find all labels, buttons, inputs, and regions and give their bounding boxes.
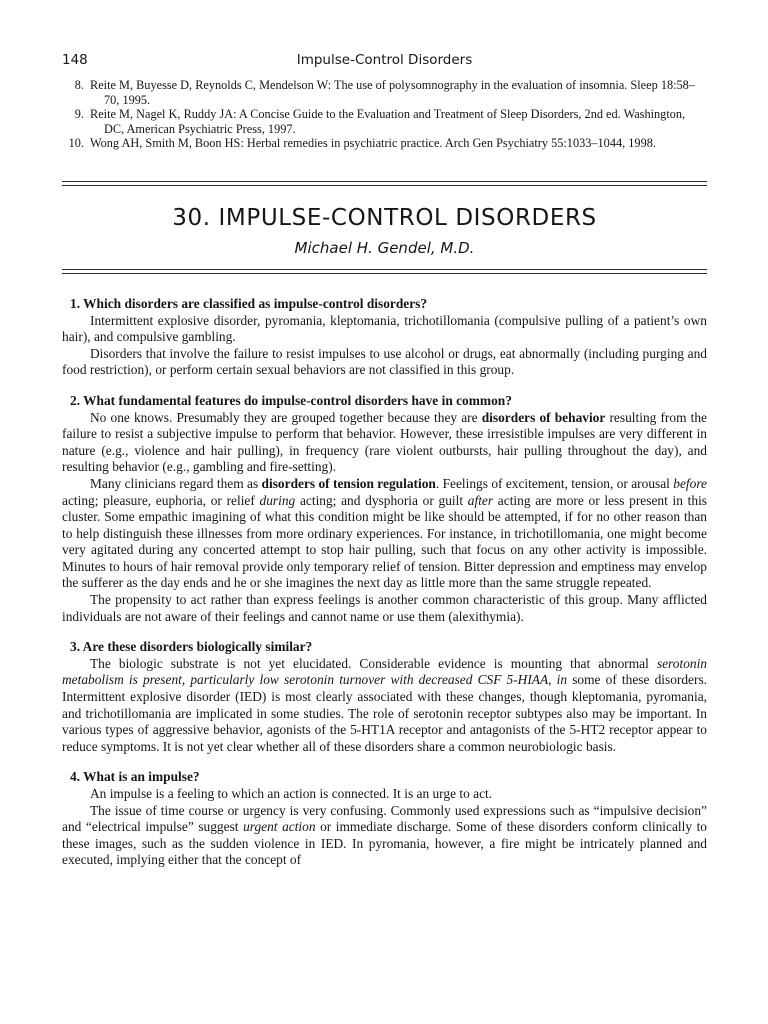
reference-text: Wong AH, Smith M, Boon HS: Herbal remedies in psychiatric practice. Arch Gen Psychiatry 55:1033–1044, 1998.: [90, 136, 656, 151]
reference-text: Reite M, Buyesse D, Reynolds C, Mendelson W: The use of polysomnography in the evaluation of insomnia. Sleep 18:58–70, 1995.: [90, 78, 695, 107]
answer-paragraph: Many clinicians regard them as disorders of tension regulation. Feelings of excitement, tension, or arousal before acting; pleasure, euphoria, or relief during acting; and dysphoria or guilt after acting are more or less present in this cluster. Some empathic imagining of what this condition might be like should be attempted, if for no other reason than to help distinguish these illnesses from more ordinary experiences. For instance, in trichotillomania, one might become very agitated during any concerted attempt to stop hair pulling, such that focus on any other activity is impossible. Minutes to hours of hair removal provide only temporary relief of tension. Bitter depression and emptiness may envelop the sufferer as the day ends and he or she imagines the next day as little more than the same struggle repeated.: [62, 475, 707, 591]
answer-paragraph: An impulse is a feeling to which an action is connected. It is an urge to act.: [90, 786, 493, 801]
reference-list: [62, 78, 707, 151]
question-heading: 2. What fundamental features do impulse-control disorders have in common?: [70, 392, 512, 408]
question-heading: 3. Are these disorders biologically similar?: [70, 639, 313, 655]
page-number: 148: [62, 52, 88, 68]
question-heading: 4. What is an impulse?: [70, 769, 200, 785]
reference-text: Reite M, Nagel K, Ruddy JA: A Concise Guide to the Evaluation and Treatment of Sleep Disorders, 2nd ed. Washington, DC, American Psychiatric Press, 1997.: [90, 107, 686, 136]
reference-number: 10.: [68, 136, 84, 151]
answer-paragraph: Intermittent explosive disorder, pyromania, kleptomania, trichotillomania (compulsive pulling of a patient’s own hair), and compulsive gambling.: [62, 312, 707, 345]
answer-paragraph: The biologic substrate is not yet elucidated. Considerable evidence is mounting that abnormal serotonin metabolism is present, particularly low serotonin turnover with decreased CSF 5-HIAA, in some of these disorders. Intermittent explosive disorder (IED) is most clearly associated with these changes, though kleptomania, pyromania, and trichotillomania are implicated in some studies. The role of serotonin receptor subtypes also may be important. In various types of aggressive behavior, agonists of the 5-HT1A receptor and antagonists of the 5-HT2 receptor appear to reduce symptoms. It is not yet clear whether all of these disorders share a common neurobiologic basis.: [62, 655, 708, 754]
answer-paragraph: Disorders that involve the failure to resist impulses to use alcohol or drugs, eat abnormally (including purging and food restriction), or perform certain sexual behaviors are not classified in this group.: [62, 345, 707, 378]
reference-item: [62, 136, 707, 151]
chapter-body: [62, 296, 707, 869]
reference-item: [62, 107, 707, 136]
reference-number: 9.: [74, 107, 84, 122]
chapter-author: Michael H. Gendel, M.D.: [294, 238, 475, 257]
answer-paragraph: The issue of time course or urgency is very confusing. Commonly used expressions such as “impulsive decision” and “electrical impulse” suggest urgent action or immediate discharge. Some of these disorders conform clinically to these images, such as the sudden violence in IED. In pyromania, however, a fire might be intricately planned and executed, implying either that the concept of: [62, 802, 707, 868]
question-heading: 1. Which disorders are classified as impulse-control disorders?: [70, 295, 428, 311]
document-page: [62, 50, 707, 869]
answer-paragraph: No one knows. Presumably they are grouped together because they are disorders of behavior resulting from the failure to resist a subjective impulse to perform that behavior. However, these irresistible impulses are very different in nature (e.g., violence and hair pulling), in frequency (rare violent outbursts, hair pulling throughout the day), and resulting behavior (e.g., gambling and fire-setting).: [62, 409, 708, 475]
answer-paragraph: The propensity to act rather than express feelings is another common characteristic of this group. Many afflicted individuals are not aware of their feelings and cannot name or use them (alexithymia).: [62, 592, 707, 624]
running-head: [62, 50, 707, 72]
chapter-title: 30. IMPULSE-CONTROL DISORDERS: [172, 204, 597, 231]
reference-item: [62, 78, 707, 107]
running-title: Impulse-Control Disorders: [296, 52, 473, 68]
reference-number: 8.: [74, 78, 84, 92]
chapter-bottom-rule: [62, 269, 707, 274]
chapter-top-rule: [62, 181, 707, 186]
